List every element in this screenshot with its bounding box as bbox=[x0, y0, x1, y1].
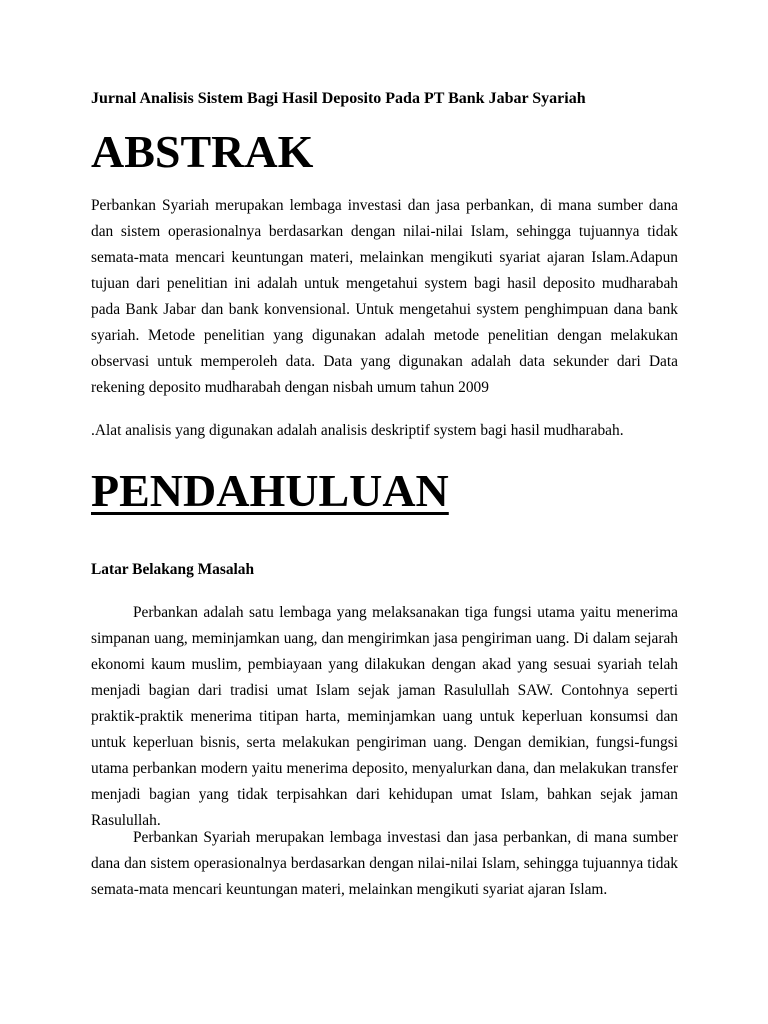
intro-heading: PENDAHULUAN bbox=[91, 465, 449, 516]
abstract-tail-paragraph: .Alat analisis yang digunakan adalah analisis deskriptif system bagi hasil mudharabah. bbox=[91, 422, 624, 439]
background-subheading: Latar Belakang Masalah bbox=[91, 561, 255, 578]
background-paragraph: Perbankan adalah satu lembaga yang melaksanakan tiga fungsi utama yaitu menerima simpanan uang, meminjamkan uang, dan mengirimkan jasa pengiriman uang. Di dalam sejarah ekonomi kaum muslim, pembiayaan yang dilakukan dengan akad yang sesuai syariah telah menjadi bagian dari tradisi umat Islam sejak jaman Rasulullah SAW. Contohnya seperti praktik-praktik menerima titipan harta, meminjamkan uang untuk keperluan konsumsi dan untuk keperluan bisnis, serta melakukan pengiriman uang. Dengan demikian, fungsi-fungsi utama perbankan modern yaitu menerima deposito, menyalurkan dana, dan melakukan transfer menjadi bagian yang tidak terpisahkan dari kehidupan umat Islam, bahkan sejak jaman Rasulullah. bbox=[91, 604, 678, 829]
abstract-heading: ABSTRAK bbox=[91, 126, 314, 177]
background-paragraph: Perbankan Syariah merupakan lembaga investasi dan jasa perbankan, di mana sumber dana dan sistem operasionalnya berdasarkan dengan nilai-nilai Islam, sehingga tujuannya tidak semata-mata mencari keuntungan materi, melainkan mengikuti syariat ajaran Islam. bbox=[91, 829, 678, 898]
document-title: Jurnal Analisis Sistem Bagi Hasil Deposito Pada PT Bank Jabar Syariah bbox=[91, 90, 586, 107]
abstract-paragraph: Perbankan Syariah merupakan lembaga investasi dan jasa perbankan, di mana sumber dana dan sistem operasionalnya berdasarkan dengan nilai-nilai Islam, sehingga tujuannya tidak semata-mata mencari keuntungan materi, melainkan mengikuti syariat ajaran Islam.Adapun tujuan dari penelitian ini adalah untuk mengetahui system bagi hasil deposito mudharabah pada Bank Jabar dan bank konvensional. Untuk mengetahui system penghimpuan dana bank syariah. Metode penelitian yang digunakan adalah metode penelitian dengan melakukan observasi untuk memperoleh data. Data yang digunakan adalah data sekunder dari Data rekening deposito mudharabah dengan nisbah umum tahun 2009 bbox=[91, 197, 678, 396]
